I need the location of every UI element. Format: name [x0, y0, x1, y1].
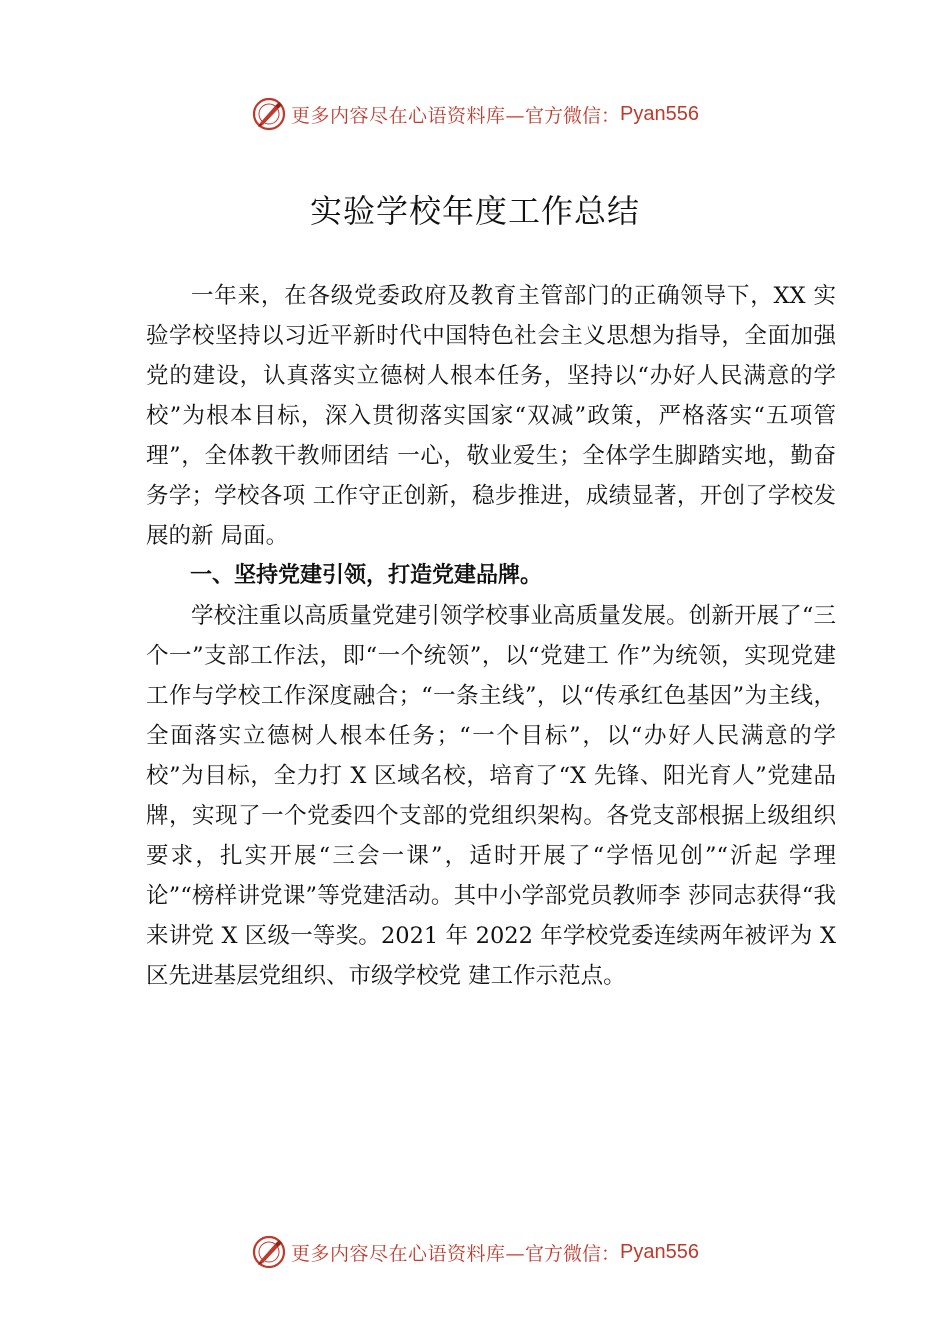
banner-text: 更多内容尽在心语资料库—: [291, 104, 526, 127]
intro-paragraph: 一年来，在各级党委政府及教育主管部门的正确领导下，XX 实验学校坚持以习近平新时代中国特色社会主义思想为指导，全面加强党的建设，认真落实立德树人根本任务，坚持以“办好人民满意的学校”为根本目标，深入贯彻落实国家“双减”政策，严格落实“五项管理”，全体教干教师团结 一心，敬业爱生；全体学生脚踏实地，勤奋务学；学校各项 工作守正创新，稳步推进，成绩显著，开创了学校发展的新 局面。: [146, 283, 836, 549]
document-body: [146, 276, 836, 996]
banner-wechat-id: Pyan556: [620, 102, 699, 125]
pen-seal-logo-icon: [251, 96, 287, 132]
banner-wechat-label: 官方微信：: [525, 104, 621, 127]
section-heading: 一、坚持党建引领，打造党建品牌。: [190, 563, 543, 588]
banner-wechat-label: 官方微信：: [525, 1242, 621, 1265]
banner-text: 更多内容尽在心语资料库—: [291, 1242, 526, 1265]
banner-wechat-id: Pyan556: [620, 1240, 699, 1263]
header-banner: [0, 94, 950, 134]
document-title: 实验学校年度工作总结: [309, 192, 640, 230]
pen-seal-logo-icon: [251, 1234, 287, 1270]
section-paragraph: 学校注重以高质量党建引领学校事业高质量发展。创新开展了“三个一”支部工作法，即“一个统领”，以“党建工 作”为统领，实现党建工作与学校工作深度融合；“一条主线”，以“传承红色基因”为主线，全面落实立德树人根本任务；“一个目标”，以“办好人民满意的学校”为目标，全力打 X 区域名校，培育了“X 先锋、阳光育人”党建品牌，实现了一个党委四个支部的党组织架构。各党支部根据上级组织要求，扎实开展“三会一课”，适时开展了“学悟见创”“沂起 学理论”“榜样讲党课”等党建活动。其中小学部党员教师李 莎同志获得“我来讲党 X 区级一等奖。2021 年 2022 年学校党委连续两年被评为 X 区先进基层党组织、市级学校党 建工作示范点。: [146, 603, 836, 989]
footer-banner: [0, 1232, 950, 1272]
